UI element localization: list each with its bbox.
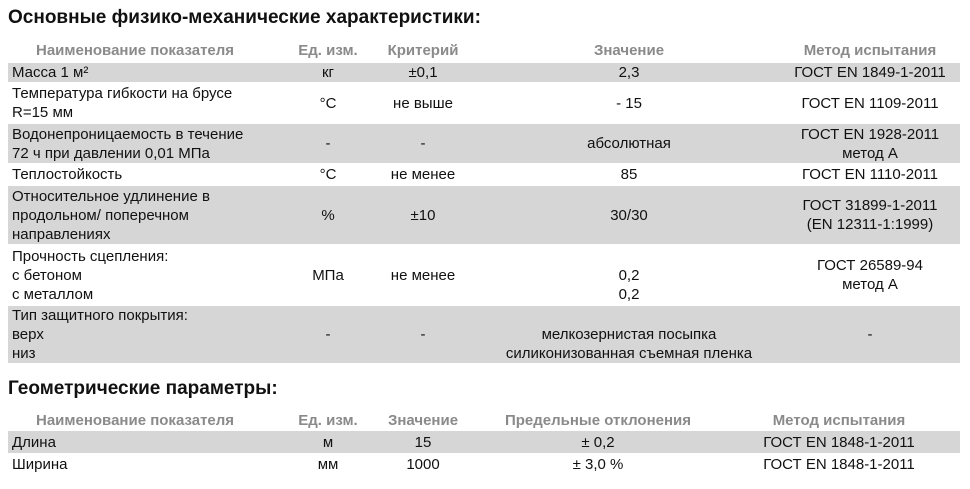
cell-name: Длина <box>8 431 288 453</box>
header-unit: Ед. изм. <box>298 41 358 59</box>
table-row <box>8 453 960 475</box>
geometric-table <box>8 409 960 475</box>
cell-value-line: силиконизованная съемная пленка <box>505 345 753 362</box>
table-row <box>8 62 960 83</box>
table2-header-row <box>8 409 960 431</box>
cell-name-line: с металлом <box>12 285 94 303</box>
cell-name-line: Масса 1 м² <box>12 64 89 81</box>
cell-value <box>478 305 780 363</box>
cell-name-line: Прочность сцепления: <box>12 247 169 265</box>
header-method: Метод испытания <box>772 411 906 429</box>
cell-unit: % <box>288 185 368 245</box>
cell-unit: °С <box>288 83 368 123</box>
cell-criterion: ±0,1 <box>368 62 478 83</box>
cell-name-line: Водонепроницаемость в течение <box>12 125 244 143</box>
cell-method-line: метод А <box>842 144 898 162</box>
cell-value <box>478 164 780 185</box>
cell-method <box>780 245 960 305</box>
cell-method: ГОСТ EN 1848-1-2011 <box>718 431 960 453</box>
cell-name-line: с бетоном <box>12 266 82 284</box>
cell-value-line: 85 <box>620 166 638 183</box>
cell-value: 15 <box>368 431 478 453</box>
cell-name <box>8 164 288 185</box>
cell-deviation: ± 0,2 <box>478 431 718 453</box>
cell-value <box>478 62 780 83</box>
cell-value <box>478 83 780 123</box>
cell-method-line: метод А <box>842 276 898 293</box>
header-name: Наименование показателя <box>36 411 235 429</box>
cell-name-line: направлениях <box>12 225 111 243</box>
cell-criterion: не менее <box>368 164 478 185</box>
cell-value <box>478 245 780 305</box>
cell-unit: м <box>288 431 368 453</box>
cell-name: Ширина <box>12 455 68 473</box>
cell-method <box>780 123 960 164</box>
cell-name-line: низ <box>12 345 36 362</box>
cell-unit: °С <box>288 164 368 185</box>
physical-mechanical-table <box>8 39 960 363</box>
cell-method-line: ГОСТ EN 1928-2011 <box>800 125 940 143</box>
cell-value-line: 30/30 <box>610 206 648 224</box>
cell-name-line: R=15 мм <box>12 104 74 121</box>
header-value: Значение <box>593 41 665 59</box>
cell-name <box>8 62 288 83</box>
cell-method: ГОСТ EN 1848-1-2011 <box>763 455 915 473</box>
cell-criterion: ±10 <box>368 185 478 245</box>
cell-value-line: 0,2 <box>618 285 640 303</box>
cell-method <box>780 185 960 245</box>
cell-value-line: 0,2 <box>618 266 640 284</box>
table-row <box>8 305 960 363</box>
cell-name-line: Теплостойкость <box>12 166 123 183</box>
cell-method <box>780 164 960 185</box>
cell-method-line: ГОСТ EN 1849-1-2011 <box>794 64 946 81</box>
header-method: Метод испытания <box>803 41 937 59</box>
cell-unit: - <box>288 123 368 164</box>
cell-name-line: Относительное удлинение в <box>12 187 210 205</box>
cell-name-line: продольном/ поперечном <box>12 206 189 224</box>
cell-method <box>780 83 960 123</box>
cell-name-line: верх <box>12 326 44 343</box>
header-name: Наименование показателя <box>36 41 235 59</box>
cell-method-line: ГОСТ 31899-1-2011 <box>802 197 938 214</box>
table2-body <box>8 431 960 475</box>
cell-name-line: 72 ч при давлении 0,01 МПа <box>12 144 210 162</box>
cell-value <box>478 185 780 245</box>
cell-criterion: - <box>368 123 478 164</box>
cell-method <box>780 62 960 83</box>
cell-value-line: 2,3 <box>618 64 640 81</box>
cell-method-line: (EN 12311-1:1999) <box>806 216 934 233</box>
section2-title: Геометрические параметры: <box>8 378 278 399</box>
table-row <box>8 245 960 305</box>
cell-unit: кг <box>288 62 368 83</box>
cell-value-line: мелкозернистая посыпка <box>541 326 717 343</box>
cell-value <box>478 123 780 164</box>
cell-value: 1000 <box>406 455 440 473</box>
header-unit: Ед. изм. <box>298 411 358 429</box>
table1-body <box>8 62 960 363</box>
table-row <box>8 83 960 123</box>
cell-deviation: ± 3,0 % <box>572 455 624 473</box>
table-row <box>8 185 960 245</box>
header-deviation: Предельные отклонения <box>504 411 692 429</box>
cell-criterion: не выше <box>368 83 478 123</box>
header-value: Значение <box>387 411 459 429</box>
table1-header-row <box>8 39 960 62</box>
cell-method-line: ГОСТ EN 1109-2011 <box>801 94 939 112</box>
cell-name <box>8 123 288 164</box>
cell-name <box>8 305 288 363</box>
cell-name-line: Тип защитного покрытия: <box>12 307 188 324</box>
cell-unit: - <box>288 305 368 363</box>
header-criterion: Критерий <box>387 41 459 59</box>
cell-criterion: - <box>368 305 478 363</box>
cell-method-line: ГОСТ EN 1110-2011 <box>801 166 938 183</box>
section1-title: Основные физико-механические характеристики: <box>8 7 481 28</box>
cell-criterion: не менее <box>368 245 478 305</box>
table-row <box>8 431 960 453</box>
cell-value-line: - 15 <box>616 94 642 112</box>
cell-unit: МПа <box>288 245 368 305</box>
cell-value-line: абсолютная <box>587 135 671 152</box>
cell-method-line: - <box>867 326 873 343</box>
cell-name <box>8 245 288 305</box>
table-row <box>8 123 960 164</box>
cell-name-line: Температура гибкости на брусе <box>12 85 233 102</box>
cell-name <box>8 83 288 123</box>
cell-method-line: ГОСТ 26589-94 <box>816 257 923 274</box>
cell-name <box>8 185 288 245</box>
cell-method <box>780 305 960 363</box>
table-row <box>8 164 960 185</box>
cell-unit: мм <box>317 455 339 473</box>
